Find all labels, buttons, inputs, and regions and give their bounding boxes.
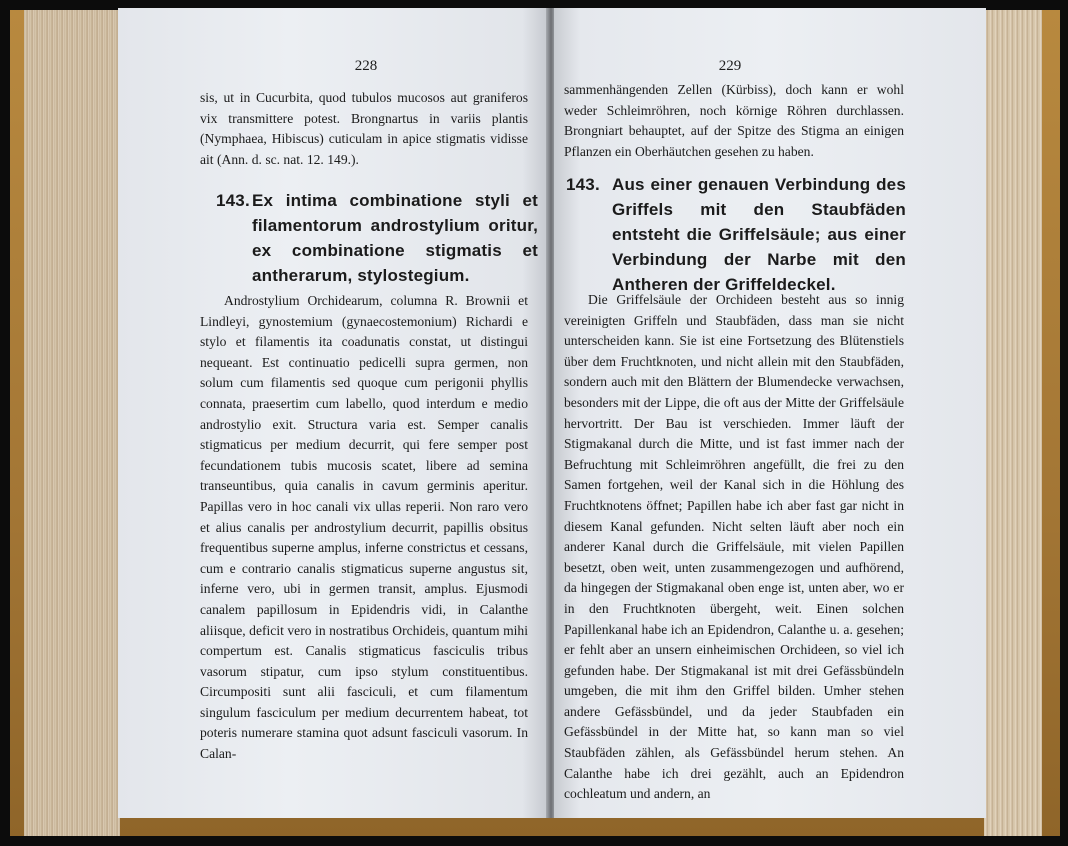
- page-number-right: 229: [718, 58, 742, 74]
- left-intro-paragraph: [200, 88, 528, 170]
- page-number-left: 228: [354, 58, 378, 74]
- right-section-number: 143.: [566, 175, 600, 194]
- right-section-heading: [566, 172, 906, 294]
- right-intro-text: sammenhängenden Zellen (Kürbiss), doch kann er wohl weder Schleimröhren, noch körnige Röhren durchlassen. Brongniart behauptet, auf der Spitze des Stigma an einigen Pflanzen ein Oberhäutchen gesehen zu haben.: [564, 82, 904, 159]
- left-intro-text: sis, ut in Cucurbita, quod tubulos mucosos aut graniferos vix transmittere potest. Brongnartus in variis plantis (Nymphaea, Hibiscus) cuticulam in apice stigmatis vidisse ait (Ann. d. sc. nat. 12. 149.).: [200, 90, 528, 167]
- right-body-paragraph: [564, 290, 904, 805]
- left-page: [118, 8, 548, 818]
- right-page: [554, 8, 986, 818]
- page-edges-right: [984, 10, 1042, 836]
- right-body-text: Die Griffelsäule der Orchideen besteht aus so innig vereinigten Griffeln und Staubfäden, dass man sie nicht unterscheiden kann. Sie ist eine Fortsetzung des Blütenstiels über dem Fruchtknoten, und nicht allein mit den Staubfäden, sondern auch mit den Blättern der Blumendecke verwachsen, besonders mit der Lippe, die oft aus der Mitte der Griffelsäule hervortritt. Der Bau ist verschieden. Immer läuft der Stigmakanal durch die Mitte, und ist fast immer nach der Befruchtung mit Schleimröhren angefüllt, die frei zu den Samen fortgehen, weil der Kanal sich in die Höhlung des Fruchtknotens öffnet; Papillen habe ich aber fast gar nicht in diesem Kanal gefunden. Nicht selten läuft aber noch ein anderer Kanal durch die Griffelsäule, mit vielen Papillen besetzt, oben weit, unten zusammengezogen und aufhörend, da hingegen der Stigmakanal oben enge ist, unten aber, wo er in den Fruchtknoten übergeht, weit. Einen solchen Papillenkanal habe ich an Epidendron, Calanthe u. a. gesehen; er fehlt aber an unsern einheimischen Orchideen, so viel ich gefunden habe. Der Stigmakanal ist mit drei Gefässbündeln umgeben, die mit ihm den Griffel bilden. Umher stehen andere Gefässbündel, und da jeder Staubfaden ein Gefässbündel in der Mitte hat, so kann man so viel Staubfäden zählen, als Gefässbündel herum stehen. An Calanthe habe ich drei gezählt, auch an Epidendron cochleatum und andern, an: [564, 292, 904, 802]
- left-body-text: Androstylium Orchidearum, columna R. Brownii et Lindleyi, gynostemium (gynaecostemonium) Richardi e stylo et filamentis ita coadunatis constat, ut distingui nequeant. Est continuatio pedicelli supra germen, non solum cum filamentis sed quoque cum perigonii phyllis connata, praesertim cum labello, quod interdum e medio androstylio exit. Structura varia est. Semper canalis stigmaticus per medium decurrit, qui fere semper post fecundationem tubis mucosis scatet, libere ad semina transeuntibus, quia canalis in cavum germinis aperitur. Papillas vero in hoc canali vix ullas reperii. Non raro vero et alius canalis per androstylium decurrit, papillis obsitus frequentibus superne amplus, inferne constrictus et cessans, cum e contrario canalis stigmaticus superne angustus sit, inferne vero, ubi in germen transit, amplus. Ejusmodi canalem papillosum in Epidendris vidi, in Calanthe aliisque, deficit vero in nostratibus Orchideis, quantum mihi compertum est. Canalis stigmaticus fasciculis tribus vasorum stipatur, cum ipso stylum constituentibus. Circumpositi sunt alii fasciculi, et cum filamentum singulum fasciculum per medium decurrentem habeat, tot poteris numerare stamina quot adsunt fasciculi vasorum. In Calan-: [200, 293, 528, 762]
- page-edges-left: [24, 10, 120, 836]
- left-body-paragraph: [200, 291, 528, 765]
- left-section-heading: [216, 188, 538, 285]
- right-section-title: Aus einer genauen Verbindung des Griffels mit den Staubfäden entsteht die Griffelsäule; aus einer Verbindung der Narbe mit den Antheren der Griffeldeckel.: [612, 175, 906, 294]
- right-intro-paragraph: [564, 80, 904, 162]
- left-section-number: 143.: [216, 191, 250, 210]
- left-section-title: Ex intima combinatione styli et filamentorum androstylium oritur, ex combinatione stigmatis et antherarum, stylostegium.: [252, 191, 538, 285]
